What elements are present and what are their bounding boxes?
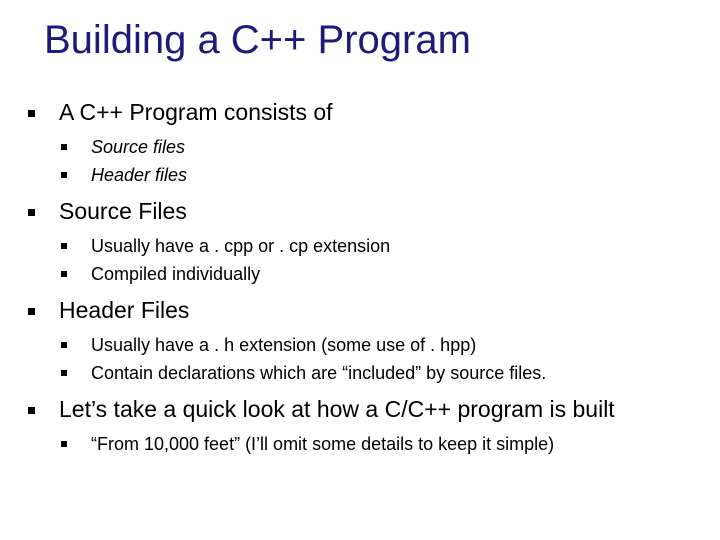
square-bullet-icon — [28, 209, 35, 216]
sub-bullet — [28, 133, 708, 161]
sub-bullet — [28, 331, 708, 359]
bullet-level1 — [28, 197, 708, 225]
sub-bullet — [28, 430, 708, 458]
sub-bullet-list — [28, 133, 708, 189]
sub-bullet-text: Usually have a . cpp or . cp extension — [91, 236, 391, 256]
sub-bullet-text: Compiled individually — [91, 264, 261, 284]
sub-bullet-text: Source files — [91, 137, 186, 157]
bullet-level1 — [28, 395, 619, 423]
square-bullet-icon — [61, 370, 67, 376]
square-bullet-icon — [61, 271, 67, 277]
bullet-item — [28, 395, 708, 458]
sub-bullet — [28, 260, 708, 288]
square-bullet-icon — [61, 243, 67, 249]
sub-bullet-list — [28, 430, 708, 458]
bullet-text: Source Files — [59, 198, 187, 224]
square-bullet-icon — [61, 172, 67, 178]
square-bullet-icon — [61, 144, 67, 150]
bullet-item — [28, 98, 708, 189]
sub-bullet-text: Contain declarations which are “included” by source files. — [91, 363, 547, 383]
square-bullet-icon — [28, 110, 35, 117]
sub-bullet — [28, 161, 708, 189]
sub-bullet-list — [28, 331, 708, 387]
square-bullet-icon — [61, 441, 67, 447]
sub-bullet — [28, 359, 708, 387]
bullet-text: Let’s take a quick look at how a C/C++ program is built — [59, 396, 615, 422]
bullet-level1 — [28, 296, 708, 324]
square-bullet-icon — [61, 342, 67, 348]
slide-title: Building a C++ Program — [44, 18, 471, 62]
square-bullet-icon — [28, 308, 35, 315]
square-bullet-icon — [28, 407, 35, 414]
bullet-text: A C++ Program consists of — [59, 99, 333, 125]
sub-bullet-text: “From 10,000 feet” (I’ll omit some details to keep it simple) — [91, 434, 555, 454]
bullet-item — [28, 197, 708, 288]
bullet-text: Header Files — [59, 297, 190, 323]
sub-bullet — [28, 232, 708, 260]
bullet-list — [28, 98, 708, 466]
sub-bullet-text: Header files — [91, 165, 188, 185]
bullet-level1 — [28, 98, 708, 126]
bullet-item — [28, 296, 708, 387]
sub-bullet-list — [28, 232, 708, 288]
sub-bullet-text: Usually have a . h extension (some use of . hpp) — [91, 335, 477, 355]
